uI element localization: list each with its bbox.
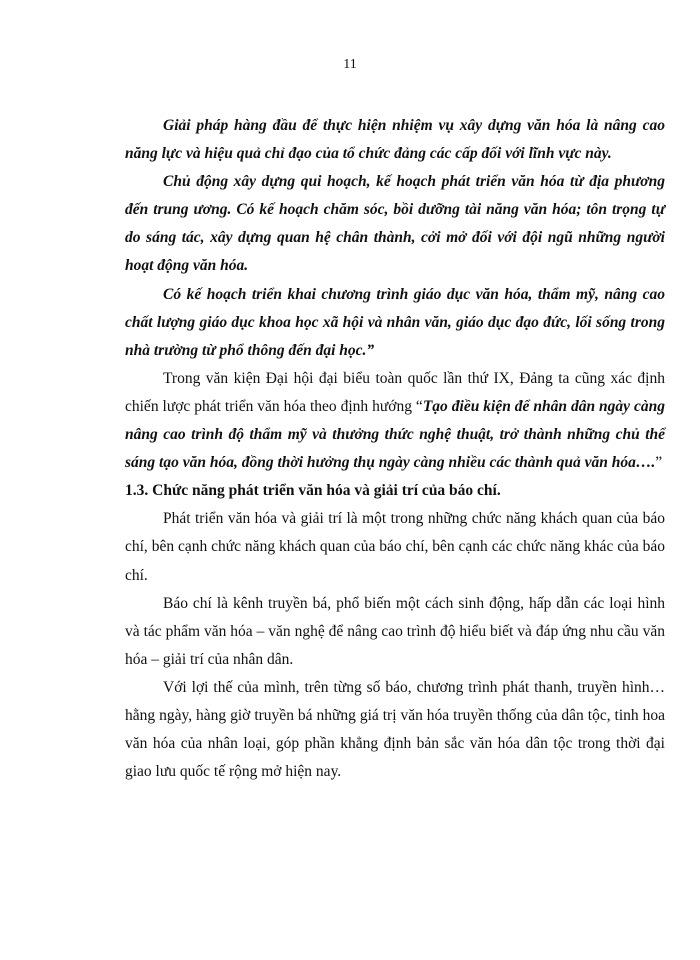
page-number: 11 [343, 57, 357, 72]
document-body [125, 112, 665, 786]
paragraph-congress [125, 365, 665, 477]
paragraph-education: Có kế hoạch triển khai chương trình giáo dục văn hóa, thẩm mỹ, nâng cao chất lượng giáo dục khoa học xã hội và nhân văn, giáo dục đạo đức, lối sống trong nhà trường từ phổ thông đến đại học.” [125, 285, 665, 359]
paragraph-function: Phát triển văn hóa và giải trí là một trong những chức năng khách quan của báo chí, bên cạnh chức năng khách quan của báo chí, bên cạnh các chức năng khác của báo chí. [125, 510, 665, 584]
paragraph-solution: Giải pháp hàng đầu để thực hiện nhiệm vụ xây dựng văn hóa là nâng cao năng lực và hiệu quả chỉ đạo của tổ chức đảng các cấp đối với lĩnh vực này. [125, 117, 665, 163]
congress-quote: Tạo điều kiện để nhân dân ngày càng nâng cao trình độ thẩm mỹ và thưởng thức nghệ thuật, trở thành những chủ thể sáng tạo văn hóa, đồng thời hưởng thụ ngày càng nhiều các thành quả văn hóa…. [125, 397, 665, 472]
paragraph-channel: Báo chí là kênh truyền bá, phổ biến một cách sinh động, hấp dẫn các loại hình và tác phẩm văn hóa – văn nghệ để nâng cao trình độ hiểu biết và đáp ứng nhu cầu văn hóa – giải trí của nhân dân. [125, 594, 665, 668]
paragraph-advantage: Với lợi thế của mình, trên từng số báo, chương trình phát thanh, truyền hình… hằng ngày, hàng giờ truyền bá những giá trị văn hóa truyền thống của dân tộc, tinh hoa văn hóa của nhân loại, góp phần khẳng định bản sắc văn hóa dân tộc trong thời đại giao lưu quốc tế rộng mở hiện nay. [125, 678, 665, 781]
section-heading: 1.3. Chức năng phát triển văn hóa và giải trí của báo chí. [125, 482, 501, 500]
paragraph-planning: Chủ động xây dựng qui hoạch, kế hoạch phát triển văn hóa từ địa phương đến trung ương. Có kế hoạch chăm sóc, bồi dưỡng tài năng văn hóa; tôn trọng tự do sáng tác, xây dựng quan hệ chân thành, cởi mở đối với đội ngũ những người hoạt động văn hóa. [125, 173, 665, 275]
congress-lead-text: Trong văn kiện Đại hội đại biểu toàn quốc lần thứ IX, Đảng ta cũng xác định chiến lược phát triển văn hóa theo định hướng “ [125, 369, 665, 415]
congress-quote-close: ” [655, 454, 663, 472]
